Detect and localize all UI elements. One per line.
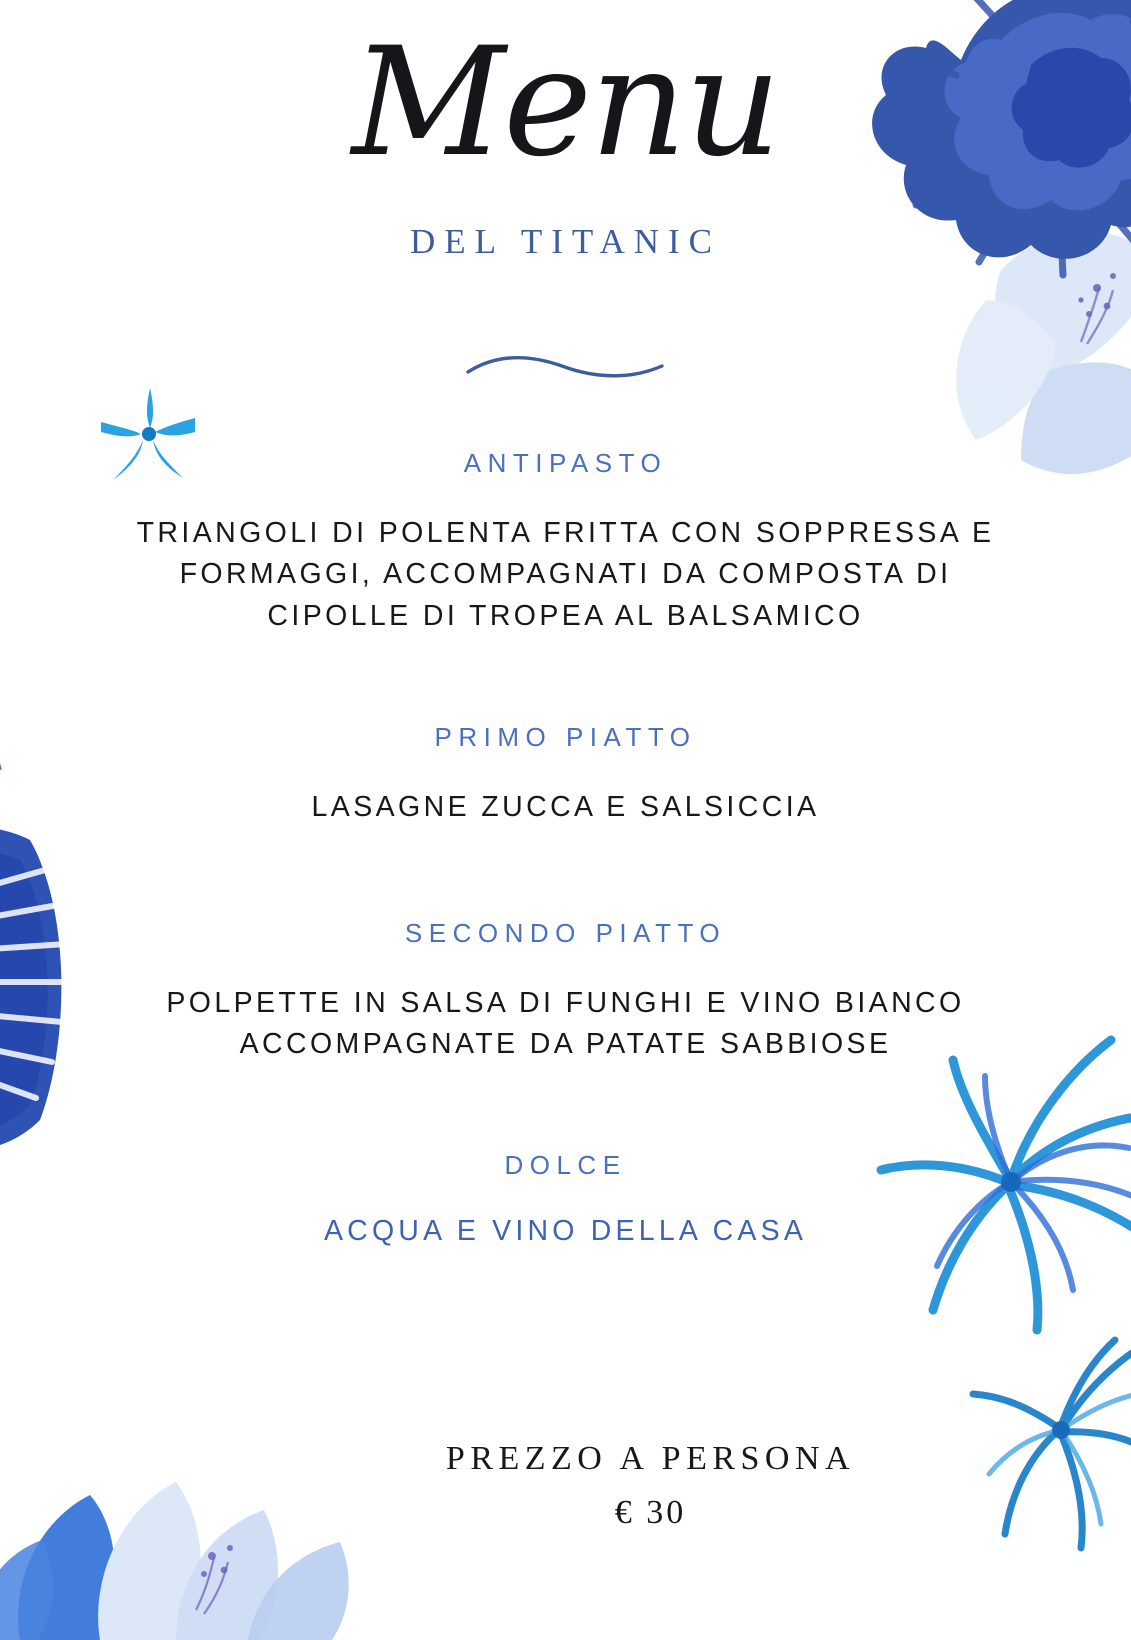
- section-dolce: [0, 1150, 1131, 1248]
- section-label-antipasto: ANTIPASTO: [463, 448, 668, 478]
- price-label: PREZZO A PERSONA: [445, 1440, 856, 1477]
- price-block: [0, 1440, 1131, 1532]
- section-body-antipasto: TRIANGOLI DI POLENTA FRITTA CON SOPPRESSA E FORMAGGI, ACCOMPAGNATI DA COMPOSTA DI CIPOLLE DI TROPEA AL BALSAMICO: [136, 517, 995, 632]
- section-label-dolce: DOLCE: [504, 1150, 627, 1180]
- section-label-secondo-piatto: SECONDO PIATTO: [404, 918, 727, 948]
- section-body-secondo-piatto: POLPETTE IN SALSA DI FUNGHI E VINO BIANCO ACCOMPAGNATE DA PATATE SABBIOSE: [166, 987, 965, 1061]
- section-secondo-piatto: [0, 918, 1131, 1066]
- section-body-primo-piatto: LASAGNE ZUCCA E SALSICCIA: [311, 791, 820, 823]
- section-body-dolce: ACQUA E VINO DELLA CASA: [323, 1215, 808, 1247]
- section-primo-piatto: [0, 722, 1131, 828]
- page-subtitle: DEL TITANIC: [409, 222, 722, 261]
- wave-divider-icon: [466, 352, 666, 386]
- section-label-primo-piatto: PRIMO PIATTO: [434, 722, 697, 752]
- page-title: Menu: [351, 16, 780, 190]
- section-antipasto: [0, 448, 1131, 637]
- price-value: € 30: [614, 1494, 687, 1531]
